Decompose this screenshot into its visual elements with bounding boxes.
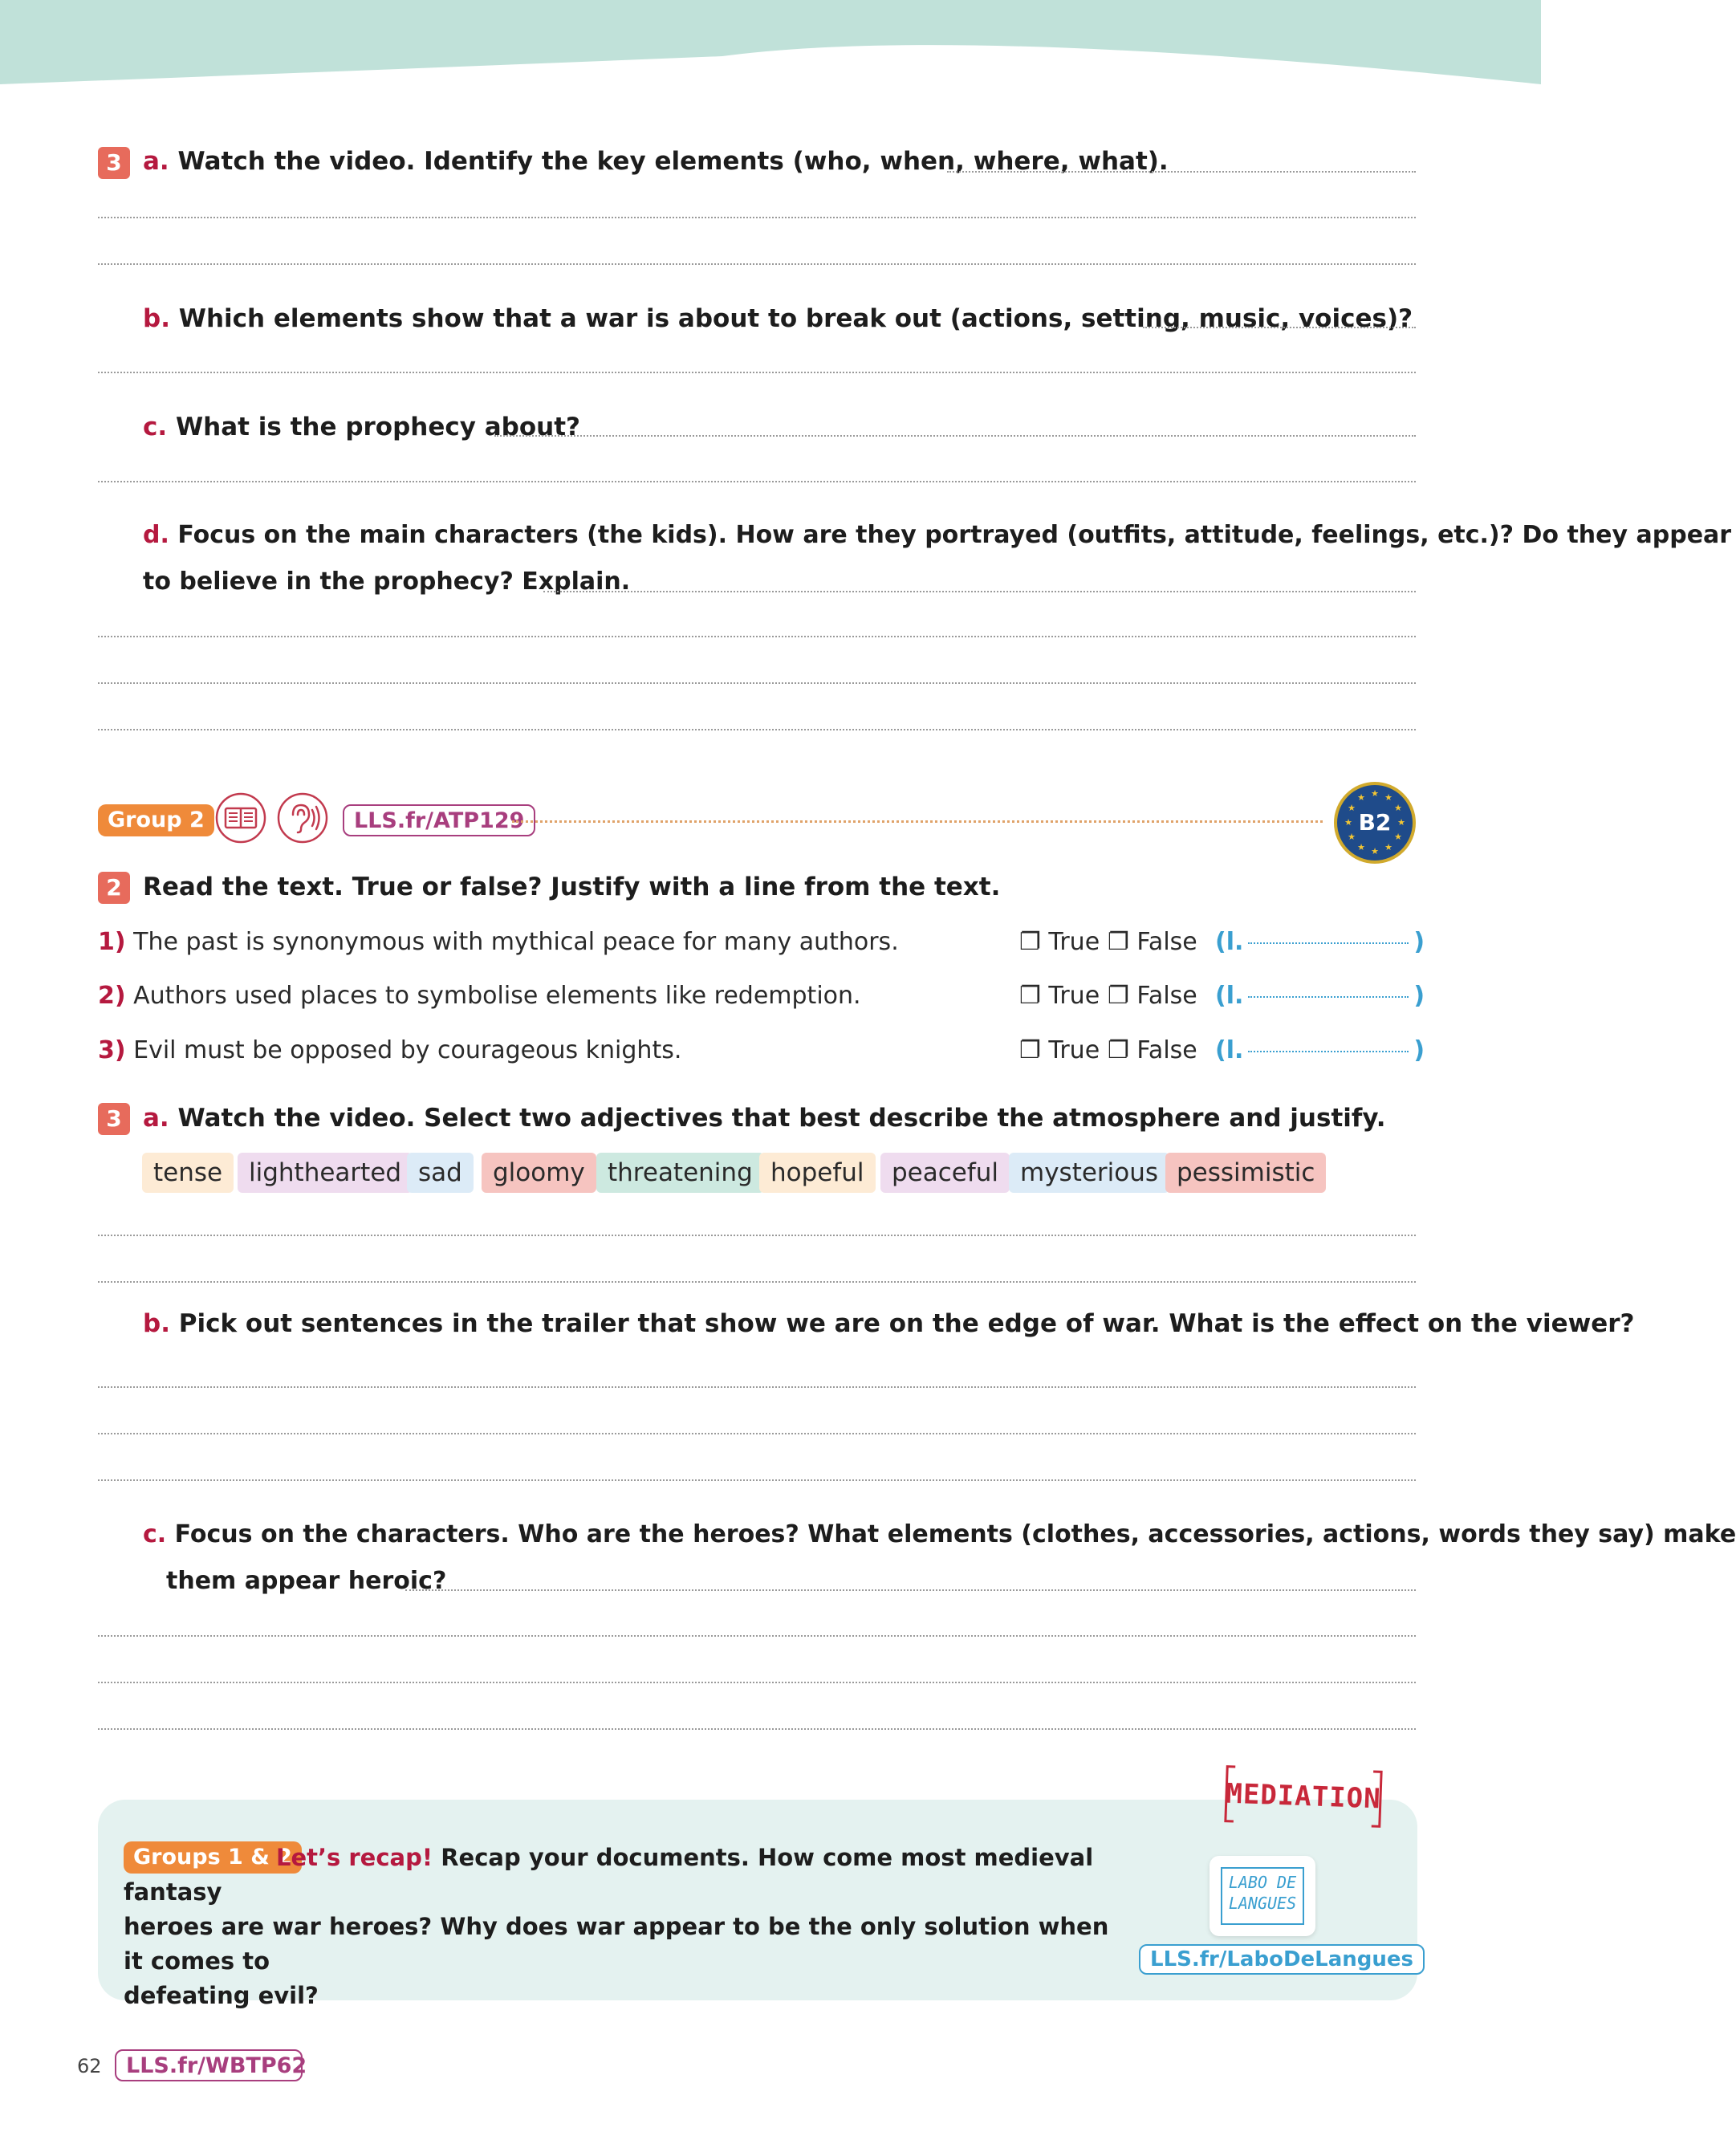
- groups-badge: Groups 1 & 2: [124, 1841, 302, 1874]
- question-text: to believe in the prophecy? Explain.: [143, 568, 631, 596]
- question-letter: c.: [143, 413, 168, 441]
- top-decorative-band: [0, 0, 1541, 88]
- question-letter: b.: [143, 1309, 170, 1338]
- answer-line[interactable]: [98, 263, 1416, 265]
- footer-link[interactable]: LLS.fr/WBTP62: [115, 2049, 303, 2081]
- line-reference[interactable]: (l. ): [1215, 1036, 1425, 1064]
- recap-line: heroes are war heroes? Why does war appear to be the only solution when it comes to: [124, 1913, 1109, 1975]
- false-checkbox[interactable]: ❐ False: [1108, 1036, 1197, 1064]
- statement-number: 2): [98, 982, 126, 1010]
- labo-de-langues-logo[interactable]: [1210, 1856, 1315, 1936]
- adjective-chip[interactable]: peaceful: [880, 1153, 1010, 1193]
- statement-2: [98, 981, 861, 1011]
- svg-text:★: ★: [1357, 842, 1365, 852]
- statement-text: Evil must be opposed by courageous knights.: [133, 1036, 682, 1064]
- adjective-chip[interactable]: gloomy: [482, 1153, 596, 1193]
- svg-text:★: ★: [1397, 817, 1405, 828]
- question-3d: [143, 520, 1731, 551]
- answer-line[interactable]: [98, 1635, 1416, 1637]
- statement-3: [98, 1035, 681, 1066]
- question-text: Which elements show that a war is about to break out (actions, setting, music, voices)?: [178, 304, 1413, 333]
- mediation-label: MEDIATION: [1225, 1777, 1382, 1816]
- answer-line[interactable]: [98, 1433, 1416, 1434]
- cefr-level-badge: [1332, 780, 1417, 865]
- question-text: Focus on the main characters (the kids). How are they portrayed (outfits, attitude, feelings, etc.)? Do they appear: [177, 521, 1732, 549]
- question-text: them appear heroic?: [166, 1567, 447, 1595]
- adjective-chip[interactable]: sad: [407, 1153, 474, 1193]
- statement-number: 3): [98, 1036, 126, 1064]
- answer-line[interactable]: [494, 435, 1416, 437]
- answer-line[interactable]: [98, 636, 1416, 637]
- resource-link[interactable]: LLS.fr/ATP129: [343, 804, 535, 836]
- svg-text:★: ★: [1371, 846, 1379, 856]
- svg-text:★: ★: [1394, 803, 1402, 813]
- question-3b: [143, 303, 1413, 334]
- answer-line[interactable]: [947, 171, 1416, 173]
- svg-text:★: ★: [1348, 803, 1356, 813]
- line-reference-blank[interactable]: [1248, 1051, 1409, 1052]
- answer-line[interactable]: [98, 682, 1416, 684]
- question-3d-continued: [143, 567, 630, 597]
- false-checkbox[interactable]: ❐ False: [1108, 982, 1197, 1010]
- cefr-level-text: B2: [1358, 809, 1392, 836]
- listen-icon: [277, 792, 328, 844]
- line-reference[interactable]: (l. ): [1215, 928, 1425, 956]
- answer-line[interactable]: [98, 1682, 1416, 1683]
- answer-line[interactable]: [98, 1281, 1416, 1283]
- svg-text:★: ★: [1348, 832, 1356, 842]
- section-divider: [512, 820, 1323, 823]
- question-letter: a.: [143, 147, 169, 176]
- svg-text:★: ★: [1384, 842, 1392, 852]
- svg-text:★: ★: [1371, 788, 1379, 799]
- answer-line[interactable]: [98, 1386, 1416, 1388]
- statement-number: 1): [98, 928, 126, 956]
- svg-text:★: ★: [1384, 792, 1392, 803]
- question-text: Pick out sentences in the trailer that show we are on the edge of war. What is the effect on the viewer?: [178, 1309, 1635, 1338]
- answer-line[interactable]: [1143, 327, 1416, 328]
- true-checkbox[interactable]: ❐ True: [1019, 928, 1100, 956]
- exercise-number-badge: 2: [98, 872, 130, 904]
- exercise-number-badge: 3: [98, 147, 130, 179]
- false-checkbox[interactable]: ❐ False: [1108, 928, 1197, 956]
- question-letter: a.: [143, 1104, 169, 1133]
- adjective-chip[interactable]: mysterious: [1009, 1153, 1169, 1193]
- question-3c: [143, 412, 580, 442]
- statement-text: The past is synonymous with mythical peace for many authors.: [133, 928, 899, 956]
- book-icon: [215, 792, 266, 844]
- adjective-chip[interactable]: tense: [142, 1153, 234, 1193]
- adjective-chip[interactable]: pessimistic: [1165, 1153, 1326, 1193]
- adjective-chip[interactable]: hopeful: [759, 1153, 876, 1193]
- page-number: 62: [77, 2055, 102, 2077]
- mediation-stamp: [1222, 1764, 1385, 1830]
- group-badge: Group 2: [98, 804, 214, 836]
- answer-line[interactable]: [98, 1728, 1416, 1730]
- answer-line[interactable]: [98, 729, 1416, 730]
- question-text: What is the prophecy about?: [175, 413, 581, 441]
- true-checkbox[interactable]: ❐ True: [1019, 1036, 1100, 1064]
- answer-line[interactable]: [98, 1235, 1416, 1236]
- exercise-number-badge: 3: [98, 1103, 130, 1135]
- adjective-chip[interactable]: threatening: [596, 1153, 764, 1193]
- svg-text:★: ★: [1394, 832, 1402, 842]
- answer-line[interactable]: [98, 481, 1416, 482]
- true-checkbox[interactable]: ❐ True: [1019, 982, 1100, 1010]
- question-3c-group2: [143, 1520, 1736, 1550]
- question-text: Watch the video. Select two adjectives that best describe the atmosphere and justify.: [177, 1104, 1386, 1133]
- question-letter: b.: [143, 304, 170, 333]
- question-letter: d.: [143, 521, 169, 549]
- line-reference-blank[interactable]: [1248, 942, 1409, 944]
- recap-line: defeating evil?: [124, 1982, 319, 2009]
- question-3a-group2: [143, 1103, 1386, 1133]
- logo-text: LABO DE LANGUES: [1228, 1873, 1297, 1913]
- answer-line[interactable]: [98, 372, 1416, 373]
- answer-line[interactable]: [405, 1589, 1416, 1591]
- answer-line[interactable]: [543, 591, 1416, 592]
- recap-line: Recap your documents. How come most medieval fantasy: [124, 1844, 1094, 1906]
- recap-text: [124, 1841, 1135, 2013]
- question-3c-continued: [166, 1566, 446, 1597]
- statement-text: Authors used places to symbolise elements like redemption.: [133, 982, 861, 1010]
- question-text: Watch the video. Identify the key elements (who, when, where, what).: [177, 147, 1169, 176]
- answer-line[interactable]: [98, 1479, 1416, 1481]
- line-reference-blank[interactable]: [1248, 996, 1409, 998]
- question-text: Focus on the characters. Who are the heroes? What elements (clothes, accessories, actions, words they say) make: [174, 1520, 1736, 1548]
- recap-lead: Let’s recap!: [276, 1844, 433, 1871]
- answer-line[interactable]: [98, 217, 1416, 218]
- question-3b-group2: [143, 1308, 1635, 1339]
- labo-link[interactable]: LLS.fr/LaboDeLangues: [1139, 1944, 1425, 1975]
- line-reference[interactable]: (l. ): [1215, 982, 1425, 1010]
- instruction-2: Read the text. True or false? Justify with a line from the text.: [143, 873, 1001, 901]
- statement-1: [98, 927, 899, 958]
- question-letter: c.: [143, 1520, 167, 1548]
- adjective-chip[interactable]: lighthearted: [238, 1153, 413, 1193]
- svg-text:★: ★: [1357, 792, 1365, 803]
- svg-text:★: ★: [1344, 817, 1352, 828]
